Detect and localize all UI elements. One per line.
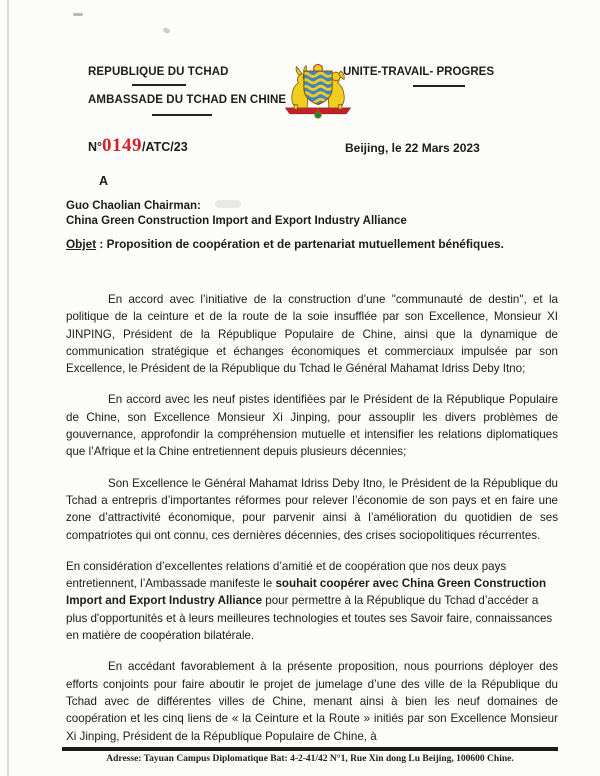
scan-edge-artifact	[7, 0, 9, 776]
ref-number: 0149	[102, 135, 143, 156]
ref-suffix: /ATC/23	[142, 140, 188, 154]
recipient-organization: China Green Construction Import and Export Industry Alliance	[66, 215, 407, 227]
divider	[132, 84, 186, 86]
subject-label: Objet	[66, 237, 97, 251]
scan-speck	[73, 13, 83, 16]
motto: UNITE-TRAVAIL- PROGRES	[343, 66, 494, 78]
header-right	[343, 66, 494, 87]
divider	[152, 114, 212, 116]
subject-line	[66, 236, 518, 252]
paragraph-4-text: En considération d’excellentes relations d’amitié et de coopération que nos deux pays entretiennent, l’Ambassade manifeste le	[66, 559, 507, 591]
paragraph-4-text: pour permettre à la République du Tchad d’accéder a plus d'opportunités et à leurs meilleures technologies et toutes ses Savoir faire, connaissances en matière de coopération bilatérale.	[66, 594, 553, 643]
paragraph-1: En accord avec l’initiative de la construction d’une "communauté de destin", et la politique de la ceinture et de la route de la soie insufflée par son Excellence, Monsieur XI JINPING, Président de la République Populaire de Chine, ainsi que la dynamique de communication stratégique et échanges économiques et commerciaux impulsée par son Excellence, le Président de la République du Tchad le Général Mahamat Idriss Deby Itno;	[66, 293, 558, 376]
ref-prefix: N°	[88, 140, 103, 154]
paragraph-2: En accord avec les neuf pistes identifiées par le Président de la République Populaire de Chine, son Excellence Monsieur Xi Jinping, pour assouplir les divers problèmes de gouvernance, approfondir la compréhension mutuelle et intensifier les relations diplomatiques que l’Afrique et la Chine entretiennent depuis plusieurs décennies;	[66, 393, 558, 459]
letter-footer	[62, 747, 558, 764]
footer-divider	[62, 747, 558, 751]
recipient-name: Guo Chaolian Chairman:	[66, 200, 201, 212]
subject-separator: :	[96, 237, 107, 251]
reference-number	[88, 135, 188, 157]
scan-speck	[162, 27, 170, 34]
paragraph-3: Son Excellence le Général Mahamat Idriss Deby Itno, le Président de la République du Tchad a entrepris d’importantes réformes pour relever l’économie de son pays et en faire une zone d’attractivité économique, pour parvenir ainsi à l’amélioration du quotidien de ses compatriotes qui ont connu, ces dernières décennies, des crises sociopolitiques récurrentes.	[66, 476, 558, 542]
salutation: A	[99, 174, 109, 188]
divider	[413, 85, 465, 87]
letter-body	[66, 291, 558, 759]
subject-text: Proposition de coopération et de partenariat mutuellement bénéfiques.	[106, 237, 504, 251]
paragraph-4	[66, 558, 558, 644]
paragraph-5: En accédant favorablement à la présente proposition, nous pourrions déployer des efforts conjoints pour faire aboutir le projet de jumelage d’une des ville de la République du Tchad avec de différentes villes de Chine, menant ainsi à bien les neuf domaines de coopération et les cinq liens de « la Ceinture et la Route » initiés par son Excellence Monsieur Xi Jinping, Président de la République Populaire de Chine, à	[66, 660, 558, 743]
addressee-block	[66, 199, 407, 229]
place-date: Beijing, le 22 Mars 2023	[345, 141, 480, 155]
embassy-address: Adresse: Tayuan Campus Diplomatique Bat: 4-2-41/42 N°1, Rue Xin dong Lu Beijing, 100600 Chine.	[106, 754, 514, 764]
paragraph-4-bold-text: souhait coopérer avec China Green Construction Import and Export Industry Alliance	[66, 577, 547, 608]
republic-title: REPUBLIQUE DU TCHAD	[88, 66, 229, 78]
header-left	[88, 66, 286, 116]
embassy-title: AMBASSADE DU TCHAD EN CHINE	[88, 94, 287, 106]
